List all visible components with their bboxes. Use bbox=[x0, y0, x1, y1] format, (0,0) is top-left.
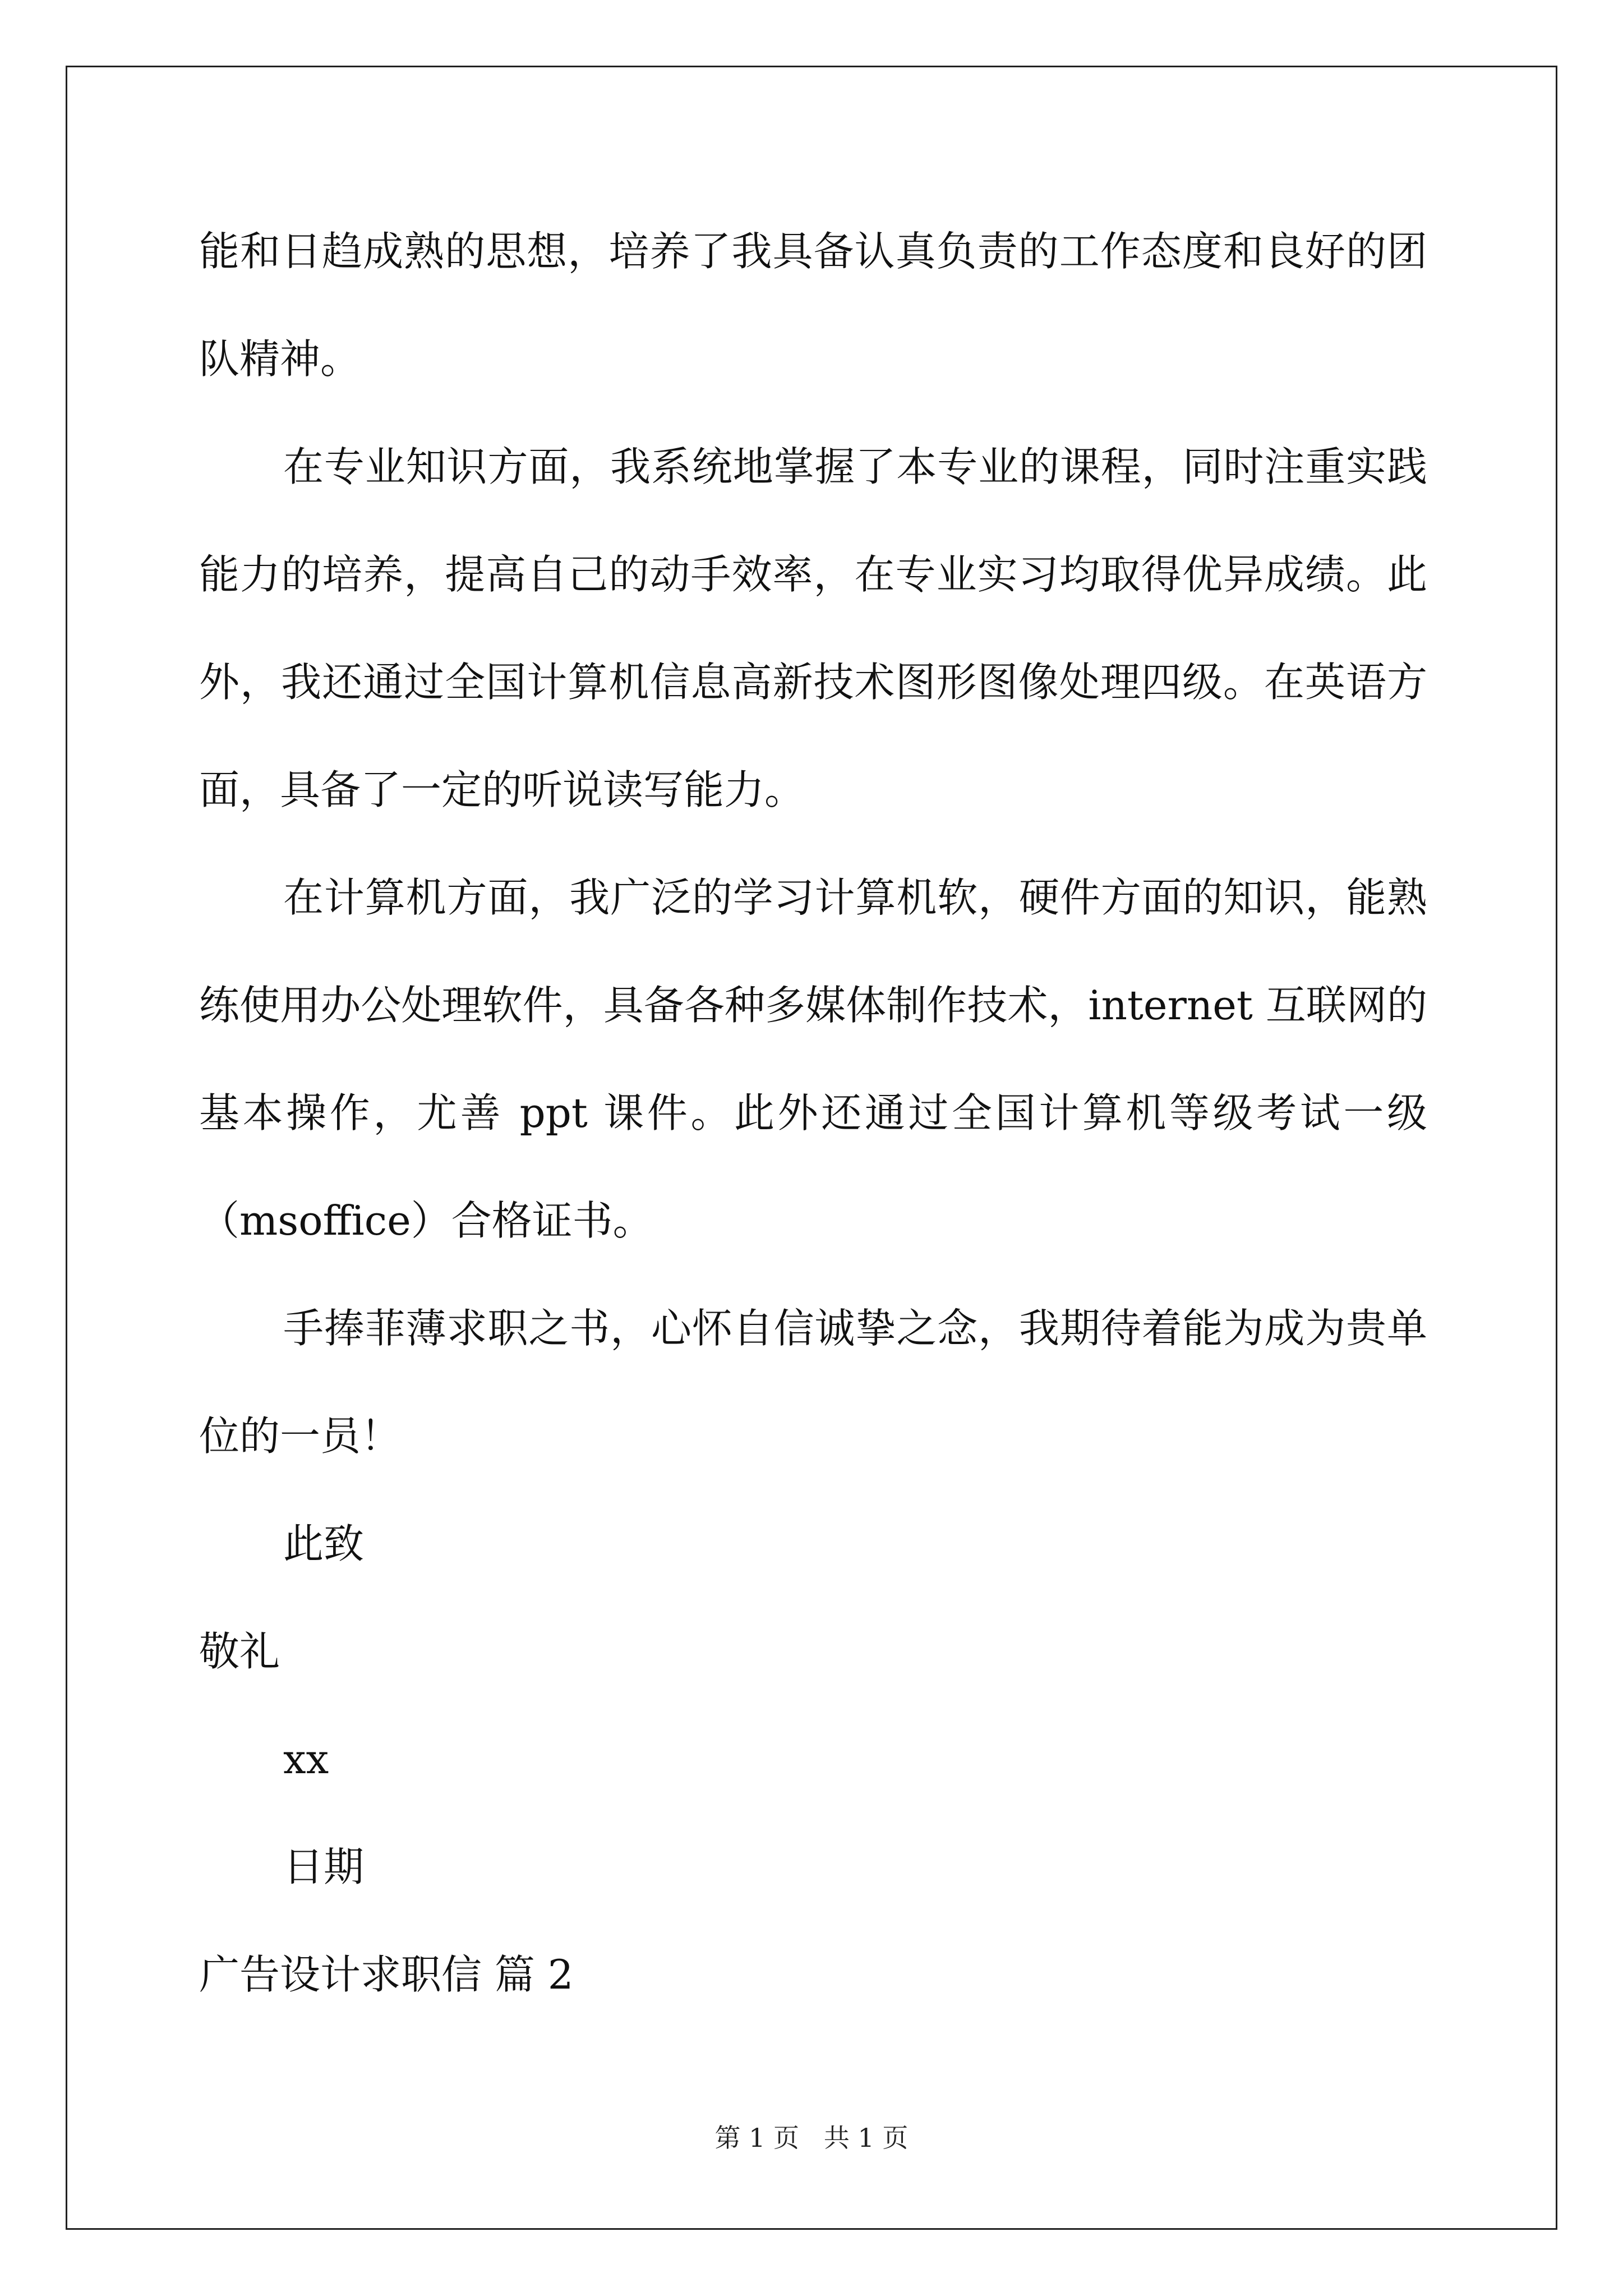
signature-date: 日期 bbox=[283, 1843, 365, 1890]
paragraph-line: 在专业知识方面，我系统地掌握了本专业的课程，同时注重实践 bbox=[283, 443, 1427, 490]
paragraph-line: 外，我还通过全国计算机信息高新技术图形图像处理四级。在英语方 bbox=[199, 659, 1427, 706]
section-heading: 广告设计求职信 篇 2 bbox=[199, 1951, 574, 1998]
paragraph-line: 队精神。 bbox=[199, 335, 361, 383]
paragraph-line: 面，具备了一定的听说读写能力。 bbox=[199, 766, 805, 813]
paragraph-line: 练使用办公处理软件，具备各种多媒体制作技术，internet 互联网的 bbox=[199, 982, 1427, 1029]
page-border bbox=[66, 66, 1557, 2230]
paragraph-line: 能力的培养，提高自己的动手效率，在专业实习均取得优异成绩。此 bbox=[199, 551, 1427, 598]
paragraph-line: 基本操作，尤善 ppt 课件。此外还通过全国计算机等级考试一级 bbox=[199, 1089, 1427, 1137]
paragraph-line: 手捧菲薄求职之书，心怀自信诚挚之念，我期待着能为成为贵单 bbox=[283, 1305, 1427, 1352]
paragraph-line: （msoffice）合格证书。 bbox=[199, 1197, 653, 1244]
closing-salutation: 此致 bbox=[283, 1520, 365, 1567]
paragraph-line: 位的一员！ bbox=[199, 1412, 402, 1460]
signature-name: xx bbox=[283, 1736, 329, 1783]
closing-regards: 敬礼 bbox=[199, 1628, 280, 1675]
paragraph-line: 在计算机方面，我广泛的学习计算机软，硬件方面的知识，能熟 bbox=[283, 874, 1427, 921]
paragraph-line: 能和日趋成熟的思想，培养了我具备认真负责的工作态度和良好的团 bbox=[199, 228, 1427, 275]
page-footer: 第 1 页 共 1 页 bbox=[714, 2123, 909, 2153]
